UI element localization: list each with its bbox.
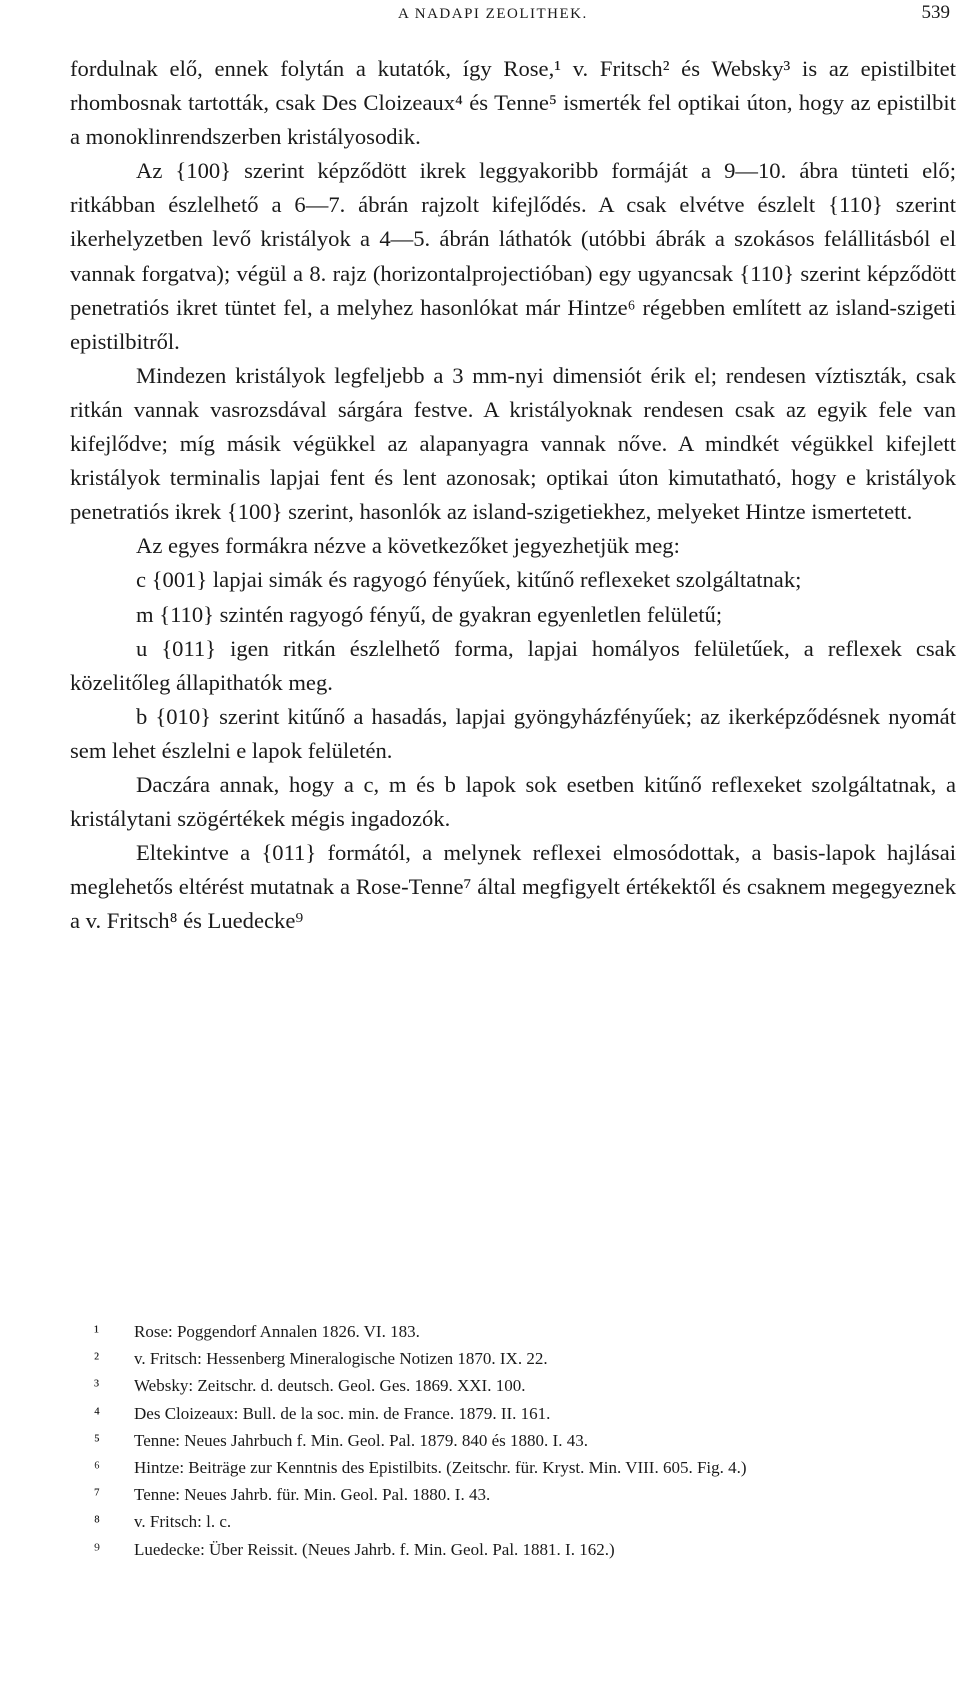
page-number: 539 (921, 2, 950, 23)
footnote-mark: ⁸ (94, 1512, 100, 1532)
running-title: A NADAPI ZEOLITHEK. (398, 6, 588, 22)
paragraph-form-u: u {011} igen ritkán észlelhető forma, lapjai homályos felületűek, a reflexek csak közelitőleg állapithatók meg. (70, 635, 956, 695)
footnote (74, 1536, 954, 1563)
paragraph-form-b: b {010} szerint kitűnő a hasadás, lapjai gyöngyházfényűek; az ikerképződésnek nyomát sem lehet észlelni e lapok felületén. (70, 703, 956, 763)
footnote-mark: ¹ (94, 1322, 100, 1341)
footnote-mark: ⁹ (94, 1539, 100, 1559)
footnote-text: Des Cloizeaux: Bull. de la soc. min. de France. 1879. II. 161. (134, 1403, 551, 1423)
footnote (74, 1345, 954, 1372)
footnotes (74, 1318, 954, 1563)
footnote-text: Websky: Zeitschr. d. deutsch. Geol. Ges. 1869. XXI. 100. (134, 1376, 526, 1396)
paragraph-3: Mindezen kristályok legfeljebb a 3 mm-nyi dimensiót érik el; rendesen víztiszták, csak ritkán vannak vasrozsdával sárgára festve. A kristályoknak rendesen csak az egyik fele van kifejlődve; míg másik végükkel az alapanyagra vannak nőve. A mindkét végükkel kifejlett kristályok terminalis lapjai fent és lent azonosak; optikai úton kimutatható, hogy e kristályok penetratiós ikrek {100} szerint, hasonlók az island-szigetiekhez, melyeket Hintze ismertetett. (70, 362, 956, 525)
paragraph-form-c: c {001} lapjai simák és ragyogó fényűek, kitűnő reflexeket szolgáltatnak; (136, 567, 802, 593)
footnote (74, 1372, 954, 1399)
footnote (74, 1481, 954, 1508)
footnote-text: v. Fritsch: Hessenberg Mineralogische Notizen 1870. IX. 22. (134, 1349, 548, 1369)
footnote-mark: ⁴ (94, 1403, 100, 1423)
footnote-mark: ³ (94, 1376, 100, 1396)
footnote (74, 1427, 954, 1454)
footnote-mark: ² (94, 1349, 100, 1369)
paragraph-form-m: m {110} szintén ragyogó fényű, de gyakran egyenletlen felületű; (136, 601, 723, 627)
page-header (0, 0, 960, 30)
paragraph-1: fordulnak elő, ennek folytán a kutatók, így Rose,¹ v. Fritsch² és Websky³ is az epistilbitet rhombosnak tartották, csak Des Cloizeaux⁴ és Tenne⁵ ismerték fel optikai úton, hogy az epistilbit a monoklinrendszerben kristályosodik. (70, 56, 956, 150)
footnote-text: Tenne: Neues Jahrb. für. Min. Geol. Pal. 1880. I. 43. (134, 1485, 491, 1505)
paragraph-2: Az {100} szerint képződött ikrek leggyakoribb formáját a 9—10. ábra tünteti elő; ritkábban észlelhető a 6—7. ábrán rajzolt kifejlődés. A csak elvétve észlelt {110} szerint ikerhelyzetben levő kristályok a 4—5. ábrán láthatók (utóbbi ábrák a szokásos felállitásból el vannak forgatva); végül a 8. rajz (horizontalprojectióban) egy ugyancsak {110} szerint képződött penetratiós ikret tüntet fel, a melyhez hasonlókat már Hintze⁶ régebben említett az island-szigeti epistilbitről. (70, 158, 956, 354)
footnote (74, 1318, 954, 1345)
footnote (74, 1400, 954, 1427)
paragraph-10: Eltekintve a {011} formától, a melynek reflexei elmosódottak, a basis-lapok hajlásai meglehetős eltérést mutatnak a Rose-Tenne⁷ által megfigyelt értékektől és csaknem megegyeznek a v. Fritsch⁸ és Luedecke⁹ (70, 840, 956, 934)
paragraph-4: Az egyes formákra nézve a következőket jegyezhetjük meg: (136, 533, 680, 559)
footnote-mark: ⁶ (94, 1458, 100, 1478)
footnote-text: Tenne: Neues Jahrbuch f. Min. Geol. Pal. 1879. 840 és 1880. I. 43. (134, 1430, 588, 1450)
footnote-mark: ⁷ (94, 1485, 100, 1505)
body-text (70, 52, 956, 938)
footnote-text: Rose: Poggendorf Annalen 1826. VI. 183. (134, 1322, 420, 1341)
paragraph-9: Daczára annak, hogy a c, m és b lapok sok esetben kitűnő reflexeket szolgáltatnak, a kristálytani szögértékek mégis ingadozók. (70, 771, 956, 832)
footnote-mark: ⁵ (94, 1430, 100, 1450)
footnote (74, 1508, 954, 1535)
footnote-text: Hintze: Beiträge zur Kenntnis des Epistilbits. (Zeitschr. für. Kryst. Min. VIII. 605. Fig. 4.) (134, 1458, 747, 1478)
footnote-text: Luedecke: Über Reissit. (Neues Jahrb. f. Min. Geol. Pal. 1881. I. 162.) (134, 1539, 615, 1559)
footnote (74, 1454, 954, 1481)
footnote-text: v. Fritsch: l. c. (134, 1512, 232, 1532)
